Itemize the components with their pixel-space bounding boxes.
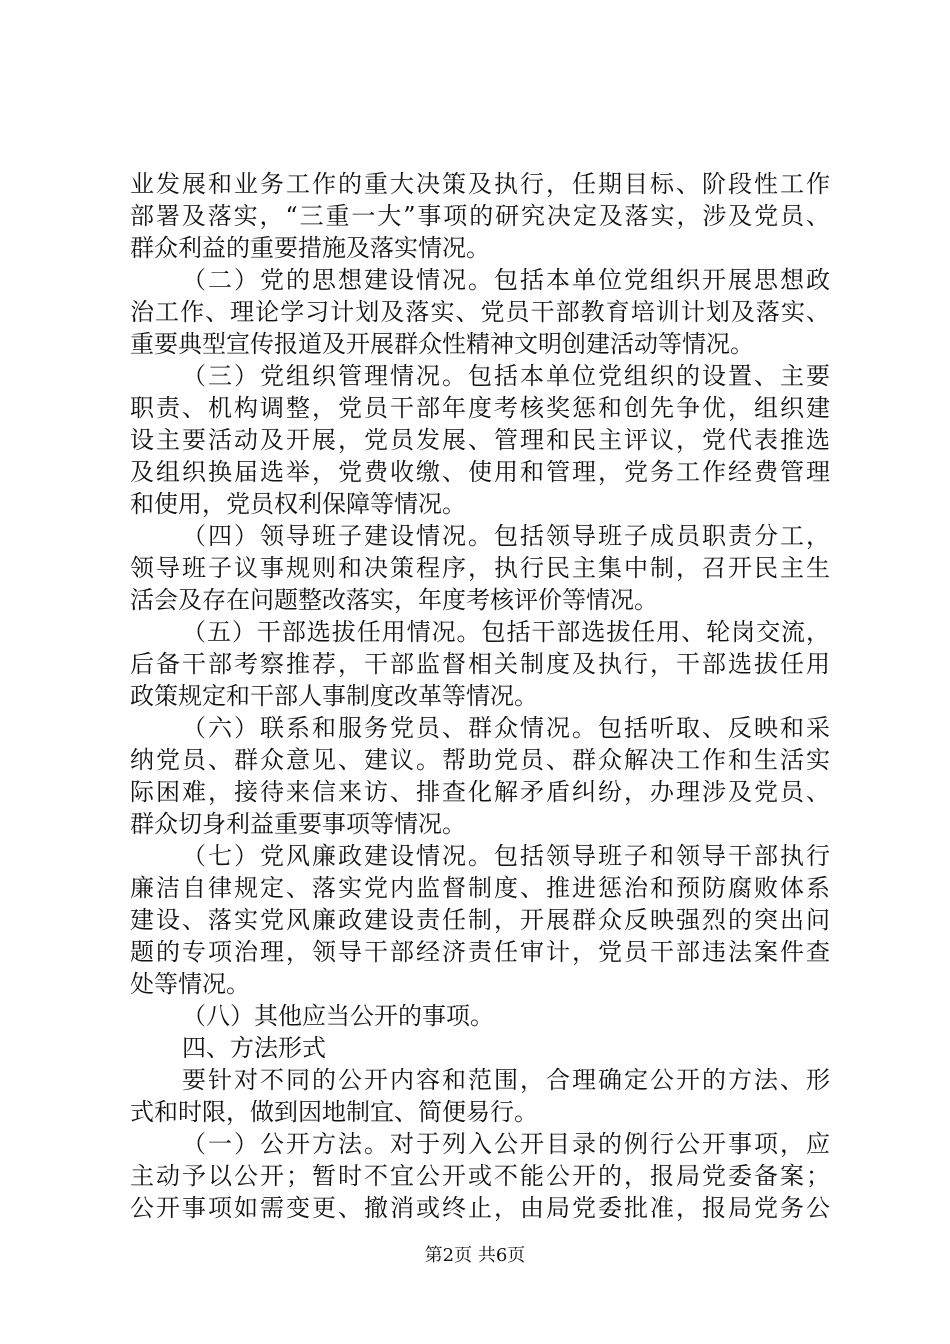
- text-line: 活会及存在问题整改落实，年度考核评价等情况。: [130, 586, 658, 614]
- text-line: 公开事项如需变更、撤消或终止，由局党委批准，报局党务公: [130, 1194, 830, 1222]
- page-footer: [0, 1244, 950, 1268]
- text-line: （六）联系和服务党员、群众情况。包括听取、反映和采: [182, 714, 830, 742]
- text-line: 要针对不同的公开内容和范围，合理确定公开的方法、形: [182, 1066, 830, 1094]
- text-line: 际困难，接待来信来访、排查化解矛盾纠纷，办理涉及党员、: [130, 778, 830, 806]
- text-line: 群众利益的重要措施及落实情况。: [130, 234, 490, 262]
- text-line: 式和时限，做到因地制宜、简便易行。: [130, 1098, 538, 1126]
- text-line: 政策规定和干部人事制度改革等情况。: [130, 682, 538, 710]
- text-line: （五）干部选拔任用情况。包括干部选拔任用、轮岗交流，: [182, 618, 830, 646]
- text-line: 处等情况。: [130, 970, 250, 998]
- text-line: 四、方法形式: [182, 1034, 326, 1062]
- text-line: 职责、机构调整，党员干部年度考核奖惩和创先争优，组织建: [130, 394, 830, 422]
- text-line: 部署及落实，“三重一大”事项的研究决定及落实，涉及党员、: [130, 202, 830, 230]
- text-line: （二）党的思想建设情况。包括本单位党组织开展思想政: [182, 266, 830, 294]
- text-line: 题的专项治理，领导干部经济责任审计，党员干部违法案件查: [130, 938, 830, 966]
- text-line: 和使用，党员权利保障等情况。: [130, 490, 466, 518]
- text-line: （八）其他应当公开的事项。: [182, 1002, 494, 1030]
- text-line: 建设、落实党风廉政建设责任制，开展群众反映强烈的突出问: [130, 906, 830, 934]
- text-line: 纳党员、群众意见、建议。帮助党员、群众解决工作和生活实: [130, 746, 830, 774]
- document-body: [130, 168, 830, 1224]
- text-line: 及组织换届选举，党费收缴、使用和管理，党务工作经费管理: [130, 458, 830, 486]
- text-line: 领导班子议事规则和决策程序，执行民主集中制，召开民主生: [130, 554, 830, 582]
- text-line: 业发展和业务工作的重大决策及执行，任期目标、阶段性工作: [130, 170, 830, 198]
- text-line: 设主要活动及开展，党员发展、管理和民主评议，党代表推选: [130, 426, 830, 454]
- text-line: 后备干部考察推荐，干部监督相关制度及执行，干部选拔任用: [130, 650, 830, 678]
- text-line: 群众切身利益重要事项等情况。: [130, 810, 466, 838]
- text-line: 重要典型宣传报道及开展群众性精神文明创建活动等情况。: [130, 330, 754, 358]
- text-line: （一）公开方法。对于列入公开目录的例行公开事项，应: [182, 1130, 830, 1158]
- text-line: 廉洁自律规定、落实党内监督制度、推进惩治和预防腐败体系: [130, 874, 830, 902]
- page-number: 第2页 共6页: [424, 1245, 526, 1266]
- text-line: 治工作、理论学习计划及落实、党员干部教育培训计划及落实、: [130, 298, 830, 326]
- text-line: 主动予以公开；暂时不宜公开或不能公开的，报局党委备案；: [130, 1162, 830, 1190]
- text-line: （四）领导班子建设情况。包括领导班子成员职责分工，: [182, 522, 830, 550]
- text-line: （三）党组织管理情况。包括本单位党组织的设置、主要: [182, 362, 830, 390]
- text-line: （七）党风廉政建设情况。包括领导班子和领导干部执行: [182, 842, 830, 870]
